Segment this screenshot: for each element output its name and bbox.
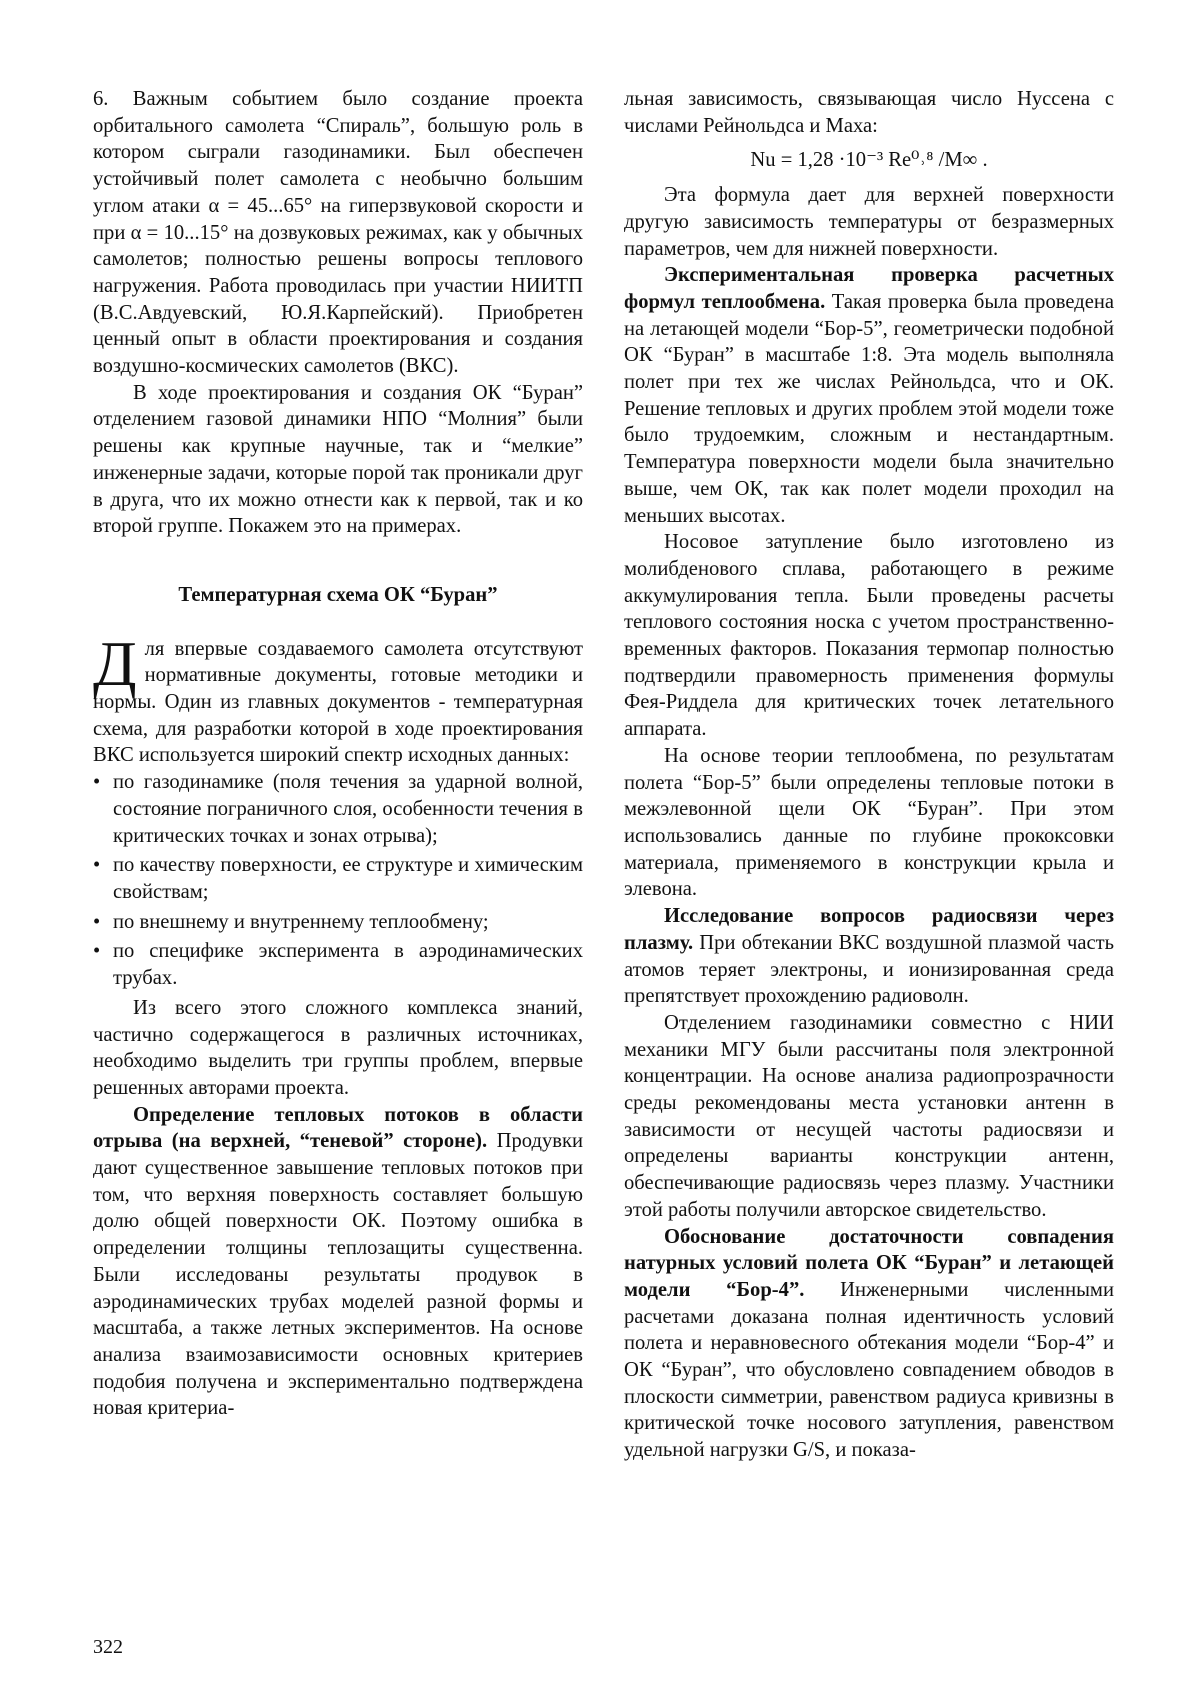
drop-cap-letter: Д <box>93 627 137 699</box>
paragraph-experimental-check <box>624 262 1114 529</box>
paragraph-heading: Экспериментальная проверка расчетных формул теплообмена. <box>624 264 1114 313</box>
paragraph-msu-calculations: Отделением газодинамики совместно с НИИ механики МГУ были рассчитаны поля электронной концентрации. На основе анализа радиопрозрачности среды рекомендованы места установки антенн в зависимости от несущей частоты радиосвязи и определены варианты конструкции антенн, обеспечивающие радиосвязь через плазму. Участники этой работы получили авторское свидетельство. <box>624 1011 1114 1221</box>
paragraph-radio-plasma <box>624 903 1114 1010</box>
list-item: • по газодинамике (поля течения за ударной волной, состояние пограничного слоя, особенности течения в критических точках и зонах отрыва); <box>93 769 583 849</box>
paragraph-three-groups: Из всего этого сложного комплекса знаний, частично содержащегося в различных источниках, необходимо выделить три группы проблем, впервые решенных авторами проекта. <box>93 996 583 1099</box>
paragraph-bor4-validation <box>624 1224 1114 1464</box>
list-item: • по внешнему и внутреннему теплообмену; <box>93 909 583 936</box>
right-column <box>624 86 1114 1464</box>
paragraph-formula-note: Эта формула дает для верхней поверхности другую зависимость температуры от безразмерных параметров, чем для нижней поверхности. <box>624 184 1114 260</box>
paragraph-continuation: льная зависимость, связывающая число Нуссена с числами Рейнольдса и Маха: <box>624 88 1114 137</box>
left-column <box>93 86 583 1422</box>
paragraph-heading: Определение тепловых потоков в области отрыва (на верхней, “теневой” стороне). <box>93 1103 583 1153</box>
paragraph-text: Инженерными численными расчетами доказана полная идентичность условий полета и неравновесного обтекания модели “Бор-4” и ОК “Буран”, что обусловлено совпадением обводов в плоскости симметрии, равенством радиуса кривизны в критической точке носового затупления, равенством удельной нагрузки G/S, и показа- <box>624 1278 1114 1462</box>
paragraph-nose-cone: Носовое затупление было изготовлено из молибденового сплава, работающего в режиме аккумулирования тепла. Были проведены расчеты теплового состояния носка с учетом пространственно-временных факторов. Показания термопар полностью подтвердили правомерность применения формулы Фея-Риддела для критических точек летательного аппарата. <box>624 531 1114 741</box>
paragraph-text: Продувки дают существенное завышение тепловых потоков при том, что верхняя поверхность составляет большую долю общей поверхности ОК. Поэтому ошибка в определении толщины теплозащиты существенна. Были исследованы результаты продувок в аэродинамических трубах моделей разной формы и масштаба, а также летных экспериментов. На основе анализа взаимозависимости основных критериев подобия получена и экспериментально подтверждена новая критериа- <box>93 1130 583 1420</box>
formula-nusselt: Nu = 1,28 ·10⁻³ Re⁰˒⁸ /M∞ . <box>750 149 988 172</box>
list-item: • по специфике эксперимента в аэродинамических трубах. <box>93 938 583 991</box>
paragraph-heat-flux <box>93 1102 583 1422</box>
paragraph-heat-theory: На основе теории теплообмена, по результатам полета “Бор-5” были определены тепловые потоки в межэлевонной щели ОК “Буран”. При этом использовались данные по глубине прококсовки материала, применяемого в конструкции крыла и элевона. <box>624 744 1114 901</box>
paragraph-buran-design: В ходе проектирования и создания ОК “Буран” отделением газовой динамики НПО “Молния” были решены как крупные научные, так и “мелкие” инженерные задачи, которые порой так проникали друг в друга, что их можно отнести как к первой, так и ко второй группе. Покажем это на примерах. <box>93 381 583 538</box>
paragraph-heading: Исследование вопросов радиосвязи через плазму. <box>624 905 1114 954</box>
paragraph-intro <box>93 627 583 770</box>
section-title: Температурная схема ОК “Буран” <box>178 583 498 606</box>
page-number: 322 <box>93 1636 123 1658</box>
paragraph-spiral-project: 6. Важным событием было создание проекта орбитального самолета “Спираль”, большую роль в котором сыграли газодинамики. Был обеспечен устойчивый полет самолета с необычно большим углом атаки α = 45...65° на гиперзвуковой скорости и при α = 10...15° на дозвуковых режимах, как у обычных самолетов; полностью решены вопросы теплового нагружения. Работа проводилась при участии НИИТП (В.С.Авдуевский, Ю.Я.Карпейский). Приобретен ценный опыт в области проектирования и создания воздушно-космических самолетов (ВКС). <box>93 88 583 378</box>
paragraph-heading: Обоснование достаточности совпадения натурных условий полета ОК “Буран” и летающей модели “Бор-4”. <box>624 1225 1114 1301</box>
input-data-list <box>93 769 583 992</box>
paragraph-text: Такая проверка была проведена на летающей модели “Бор-5”, геометрически подобной ОК “Буран” в масштабе 1:8. Эта модель выполняла полет при тех же числах Рейнольдса, что и ОК. Решение тепловых и других проблем этой модели тоже было трудоемким, сложным и нестандартным. Температура поверхности модели была значительно выше, чем ОК, так как полет модели проходил на меньших высотах. <box>624 290 1114 527</box>
list-item: • по качеству поверхности, ее структуре и химическим свойствам; <box>93 852 583 905</box>
paragraph-intro-text: ля впервые создаваемого самолета отсутствуют нормативные документы, готовые методики и нормы. Один из главных документов - температурная схема, для разработки которой в ходе проектирования ВКС используется широкий спектр исходных данных: <box>93 637 583 767</box>
paragraph-text: При обтекании ВКС воздушной плазмой часть атомов теряет электроны, и ионизированная среда препятствует прохождению радиоволн. <box>624 931 1114 1008</box>
